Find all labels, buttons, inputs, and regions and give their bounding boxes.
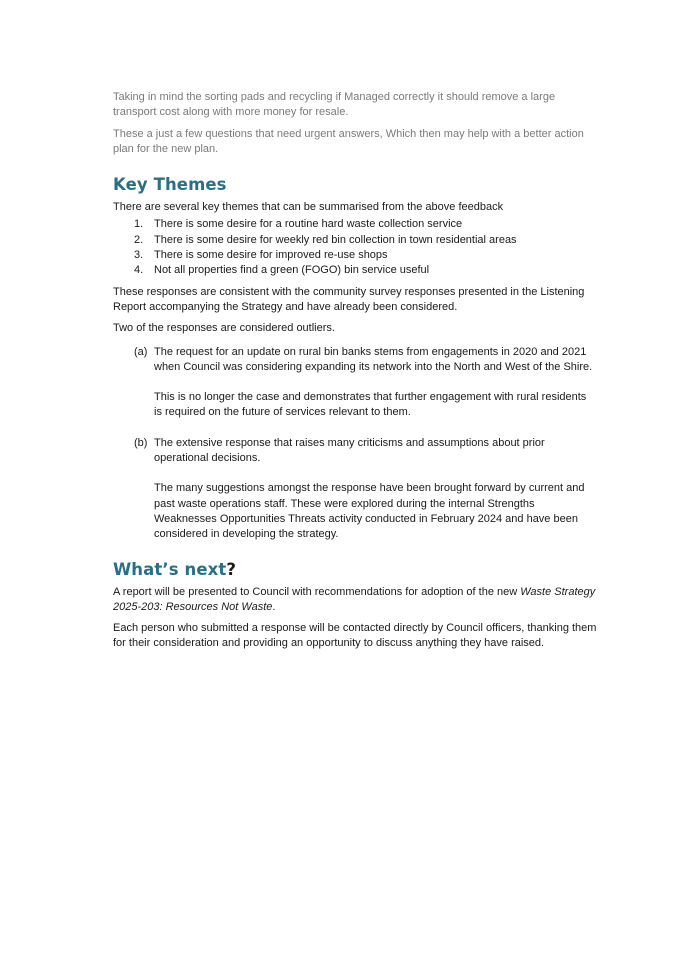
outlier-item-b <box>113 436 597 543</box>
list-item <box>113 263 597 278</box>
document-page <box>113 90 597 652</box>
list-item-number: 4. <box>134 264 144 277</box>
intro-paragraph-2: These a just a few questions that need urgent answers, Which then may help with a better action plan for the new plan. <box>113 127 584 155</box>
outliers-lead: Two of the responses are considered outliers. <box>113 322 335 335</box>
list-item-text: There is some desire for weekly red bin collection in town residential areas <box>154 233 517 246</box>
list-item-text: Not all properties find a green (FOGO) bin service useful <box>154 264 430 277</box>
next-paragraph-2: Each person who submitted a response will be contacted directly by Council officers, thanking them for their consideration and providing an opportunity to discuss anything they have raised. <box>113 622 597 650</box>
whats-next-question-mark: ? <box>226 559 237 579</box>
outlier-item-a <box>113 345 597 421</box>
next-paragraph-1-end: . <box>272 600 276 613</box>
intro-paragraph-1: Taking in mind the sorting pads and recycling if Managed correctly it should remove a large transport cost along with more money for resale. <box>113 91 556 119</box>
list-item <box>113 248 597 263</box>
next-paragraph-1 <box>113 585 597 616</box>
outlier-paragraph: This is no longer the case and demonstrates that further engagement with rural residents is required on the future of services relevant to them. <box>154 391 587 419</box>
list-item-number: 3. <box>134 249 144 262</box>
list-item-number: 2. <box>134 233 144 246</box>
consistency-paragraph: These responses are consistent with the community survey responses presented in the Listening Report accompanying the Strategy and have already been considered. <box>113 285 585 313</box>
key-themes-heading: Key Themes <box>113 175 227 195</box>
key-themes-lead: There are several key themes that can be summarised from the above feedback <box>113 201 504 214</box>
outlier-paragraph: The request for an update on rural bin banks stems from engagements in 2020 and 2021 when Council was considering expanding its network into the North and West of the Shire. <box>154 345 593 373</box>
list-item <box>113 233 597 248</box>
outlier-label: (b) <box>134 436 148 449</box>
outlier-paragraph: The extensive response that raises many criticisms and assumptions about prior operational decisions. <box>154 436 545 465</box>
next-paragraph-1-start: A report will be presented to Council with recommendations for adoption of the new <box>113 585 521 598</box>
list-item-text: There is some desire for improved re-use shops <box>154 249 388 262</box>
strategy-title: Waste Strategy 2025-203: Resources Not Waste <box>113 585 596 613</box>
list-item-number: 1. <box>134 218 144 231</box>
themes-list <box>113 217 597 278</box>
outlier-paragraph: The many suggestions amongst the response have been brought forward by current and past waste operations staff. These were explored during the internal Strengths Weaknesses Opportunities Threats activity conducted in February 2024 and have been considered in developing the strategy. <box>154 482 585 541</box>
whats-next-heading <box>113 560 597 580</box>
list-item-text: There is some desire for a routine hard waste collection service <box>154 218 463 231</box>
list-item <box>113 217 597 232</box>
whats-next-heading-text: What’s next <box>113 559 227 579</box>
outlier-label: (a) <box>134 345 148 358</box>
